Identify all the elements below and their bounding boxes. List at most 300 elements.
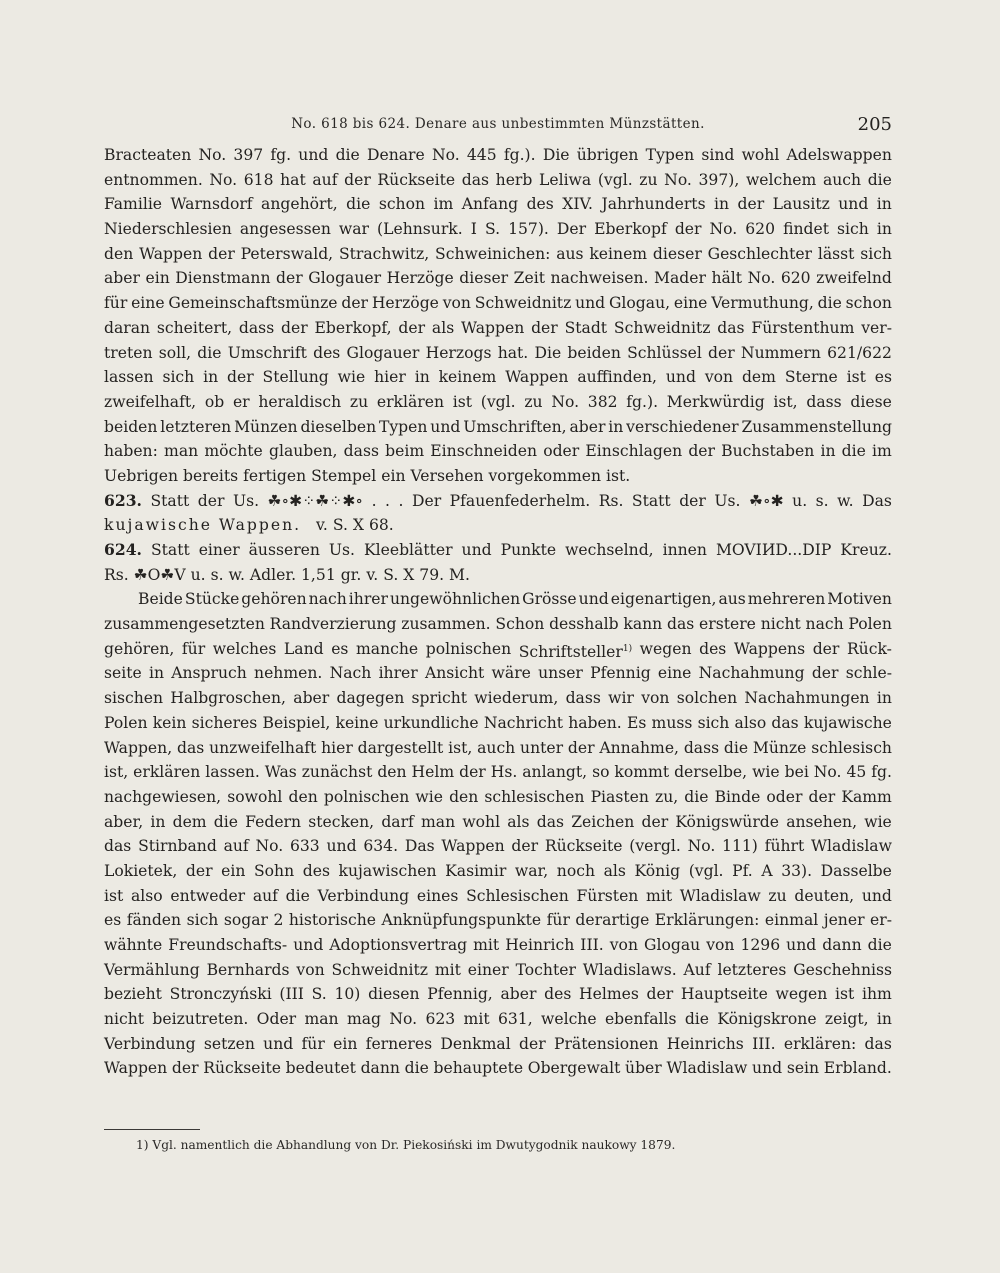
word: einer [198,541,240,559]
word: muss [651,713,693,732]
word: welchem [745,170,817,189]
word: No. [551,392,580,411]
word: der [567,738,595,757]
word: No. [255,837,284,856]
word: der [281,318,308,337]
word: S. [311,985,327,1004]
word: Verbindung [317,886,410,905]
word: Denare [366,146,425,164]
word: I [470,220,477,239]
word: (vgl. [597,170,633,189]
word: aber [569,417,606,436]
word: beizutreten. [152,1010,249,1029]
word: Halbgroschen, [170,689,287,708]
entry-text: v. S. X 68. [315,516,394,535]
word: fertigen [243,466,307,485]
word: MOVIИD...DIP [715,541,832,559]
word: Kleeblätter [363,541,453,559]
text-line [104,1056,892,1081]
word: Auf [683,960,711,979]
word: Erbland. [823,1059,892,1078]
word: Freundschafts- [168,936,288,954]
word: 445 [466,146,497,164]
word: Rück- [846,639,892,658]
word: das [104,837,132,856]
word: Erklärungen: [654,911,760,930]
word: man [304,1010,339,1029]
paragraph-1 [104,143,892,489]
word: König [634,861,681,880]
text-line [104,933,892,958]
word: die [346,195,371,214]
text-line [104,266,892,291]
word: Der [556,220,587,239]
word: Leliwa [539,170,592,189]
word: Schlüssel [627,343,702,362]
word: der [812,639,840,658]
word: und [786,936,817,954]
word: III. [580,936,604,954]
word: sich [162,368,195,387]
word: der [518,1034,546,1053]
word: Königskrone [717,1010,817,1029]
word: 621/622 [827,343,892,362]
word: wegen [639,639,692,658]
entry-text-spaced: kujawische Wappen. [104,516,302,535]
word: ein [221,861,246,880]
text-line [104,217,892,242]
word: sich [186,911,219,930]
word: Wappens [733,639,806,658]
text-line [104,958,892,983]
word: der [208,244,235,263]
word: nehmen. [254,664,323,683]
word: (vgl. [688,861,724,880]
word: No. [813,763,842,782]
word: urkundliche [383,713,479,732]
word: zu [524,392,543,411]
word: oder [543,442,580,461]
text-line [104,1007,892,1032]
word: man [164,442,199,461]
word: Kreuz. [840,541,892,559]
word: Ansicht [424,664,485,683]
word: von [641,689,670,708]
word: Typen [378,417,428,436]
word: ansehen, [786,812,858,831]
word: ist [846,368,866,387]
word: wohl [741,146,780,164]
word: No. [389,1010,418,1029]
entry-624-line [104,538,892,563]
word: eine [657,664,692,683]
word: No. [209,170,238,189]
word: unter [520,738,564,757]
word: Wappen [461,318,525,337]
word: . [385,491,390,510]
word: schlesischen [484,787,585,806]
word: als [431,318,455,337]
word: zu [349,392,369,411]
word: Piasten [590,787,649,806]
word: schlesisch [811,738,892,757]
word: derselbe, [674,763,748,782]
word: der [459,763,486,782]
word: zusammen. [401,615,491,634]
word: Dienstmann [175,269,271,288]
word: er- [870,911,892,930]
word: auch [477,738,516,757]
word: die [404,1059,429,1078]
word: 33). [781,861,813,880]
word: Punkte [500,541,557,559]
word: ihrer [378,664,418,683]
word: ist, [104,763,129,782]
text-line [104,736,892,761]
word: wegen [775,985,828,1004]
word: erklären: [783,1034,857,1053]
word: der [227,368,254,387]
word: dass [343,442,379,461]
footnote [136,1138,675,1152]
word: in [203,368,219,387]
word: Verbindung [104,1034,196,1053]
word: Strachwitz, [338,244,430,263]
word: Nummern [740,343,821,362]
word: die [213,812,238,831]
word: ☘∘✱ [748,491,784,510]
word: 633 [289,837,320,856]
text-line [104,1032,892,1057]
word: ist. [606,466,631,485]
word: beim [385,442,425,461]
word: Hs. [490,763,518,782]
word: in [876,195,892,214]
word: A [761,861,773,880]
word: wohl [462,812,501,831]
word: zeigt, [824,1010,869,1029]
word: Stronczyński [169,985,272,1004]
word: nicht [760,615,801,634]
word: ungewöhnlichen [389,590,521,609]
word: daran [104,318,151,337]
word: die [197,343,222,362]
word: Grösse [522,590,577,609]
word: fg.). [503,146,536,164]
text-line [104,908,892,933]
word: Fürstenthum [751,318,855,337]
word: ist [835,985,855,1004]
word: zu [768,886,787,905]
word: angesessen [239,220,331,239]
word: wie [415,787,443,806]
word: aus [556,244,584,263]
word: kujawische [803,713,892,732]
text-line [104,316,892,341]
word: aber, [104,812,144,831]
word: dass [565,689,601,708]
word: Annahme, [599,738,680,757]
word: Nach [329,664,372,683]
text-line [104,711,892,736]
word: seite [104,664,142,683]
word: 45 [846,763,867,782]
page-header [104,116,892,140]
word: also [130,886,163,905]
word: und [665,368,696,387]
word: Stirnband [138,837,217,856]
word: Heinrich [505,936,575,954]
word: diese [850,392,892,411]
text-line [104,982,892,1007]
word: auf [312,170,338,189]
word: Einschlagen [585,442,683,461]
word: Heinrichs [666,1034,744,1053]
word: Schweidnitz [474,294,572,313]
word: Prätensionen [553,1034,659,1053]
word: darf [381,812,414,831]
word: dieser [459,269,509,288]
word: beiden [567,343,621,362]
word: treten [104,343,153,362]
word: der [511,837,539,856]
word: Anknüpfungspunkte [381,911,542,930]
word: dieselben [300,417,377,436]
word: dem [172,812,207,831]
word: Wladislaw [666,1059,748,1078]
word: das [461,170,490,189]
word: als [603,861,626,880]
word: S. [484,220,501,239]
paragraph-2 [104,587,892,1081]
word: setzen [203,1034,255,1053]
word: es [104,911,122,930]
word: der [674,220,702,239]
word: Münzen [234,417,298,436]
word: 620 [745,220,776,239]
word: (vergl. [629,837,681,856]
word: kann [623,615,663,634]
word: scheitert, [156,318,233,337]
word: Wladislaws. [582,960,677,979]
word: ob [204,392,225,411]
word: die [723,738,749,757]
word: Pf. [732,861,753,880]
word: der [808,787,836,806]
page-number: 205 [857,114,892,135]
word: zweifelnd [816,269,892,288]
word: Versehen [410,466,484,485]
footnote-divider [104,1129,200,1130]
word: möchte [204,442,263,461]
word: für [181,639,206,658]
text-line [104,785,892,810]
word: das [536,812,565,831]
word: Es [626,713,647,732]
word: eine [673,294,708,313]
entry-624 [104,538,892,587]
word: kein [152,713,187,732]
word: eigenartigen, [610,590,717,609]
word: ein [333,1034,358,1053]
word: Mader [653,269,706,288]
word: haben. [568,713,622,732]
word: in [414,368,430,387]
word: von [609,936,638,954]
text-line [104,390,892,415]
word: wechselnd, [565,541,654,559]
word: Lausitz [772,195,830,214]
word: des [544,985,572,1004]
word: Pfauenfederhelm. [449,491,591,510]
word: den [449,787,479,806]
word: No. [687,837,716,856]
word: über [625,1059,662,1078]
word: Nachahmung [698,664,805,683]
word: solchen [676,689,738,708]
word: oder [766,787,803,806]
word: eines [416,886,459,905]
word: und [430,417,461,436]
word: mehreren [747,590,826,609]
word: Pfennig, [427,985,493,1004]
word: und [298,146,329,164]
word: Zeichen [571,812,635,831]
word: Wladislaw [811,837,892,856]
word: 111) [722,837,758,856]
word: Schlesischen [466,886,569,905]
word: der [737,195,765,214]
word: lassen [104,368,154,387]
word: 157). [508,220,549,239]
word: gehören, [104,639,175,658]
word: in [608,417,624,436]
word: zunächst [301,763,373,782]
word: letzteres [717,960,787,979]
word: ihm [861,985,892,1004]
word: von [442,294,471,313]
word: und [575,294,606,313]
word: Glogauer [308,269,382,288]
word: ver- [861,318,892,337]
word: Die [534,343,562,362]
word: Fürsten [576,886,639,905]
word: Schweidnitz [331,960,429,979]
word: Beispiel, [262,713,331,732]
word: keinem [438,368,497,387]
word: die [817,294,842,313]
word: das [771,713,799,732]
text-line [104,760,892,785]
word: keine [335,713,379,732]
word: nachgewiesen, [104,787,222,806]
entry-number: 623. [104,490,142,510]
word: nach [308,590,347,609]
word: der [531,318,558,337]
word: war [338,220,370,239]
word: fg.). [626,392,659,411]
word: kujawischen [338,861,437,880]
word: Schon [495,615,545,634]
word: und [326,837,357,856]
word: Zeit [513,269,545,288]
text-line [104,834,892,859]
word: Geschehniss [793,960,892,979]
word: ein [381,466,406,485]
word: 382 [587,392,618,411]
word: Obergewalt [527,1059,621,1078]
word: Motiven [827,590,892,609]
text-line [104,810,892,835]
word: Stücke [184,590,240,609]
word: Sohn [253,861,295,880]
word: dargestellt [357,738,444,757]
word: Glogau, [608,294,671,313]
word: noch [556,861,596,880]
word: Rs. [598,491,624,510]
word: schle- [845,664,892,683]
body-text [104,143,892,1081]
word: s. [815,491,829,510]
text-line [104,291,892,316]
word: und [752,1059,783,1078]
word: gehören [241,590,307,609]
word: Lokietek, [104,861,178,880]
word: Us. [328,541,356,559]
word: Vermuthung, [711,294,814,313]
word: der [171,1059,199,1078]
word: Merkwürdig [666,392,765,411]
word: des [526,195,554,214]
word: Herzogs [425,343,492,362]
word: Wladislaw [679,886,761,905]
word: deuten, [794,886,855,905]
entry-623-line [104,489,892,514]
word: bedeutet [285,1059,356,1078]
word: Königswürde [675,812,780,831]
word: (III [279,985,304,1004]
word: dagegen [336,689,405,708]
word: sich [697,713,730,732]
word: Wappen [505,368,569,387]
word: der [185,861,213,880]
text-line [104,168,892,193]
word: Statt [150,491,190,510]
word: in [150,812,166,831]
word: für [104,294,128,313]
word: schon [845,294,892,313]
word: herb [495,170,533,189]
word: sogar [223,911,268,930]
word: Statt [150,541,190,559]
word: ebenfalls [604,1010,677,1029]
word: Beide [138,590,183,609]
word: einmal [764,911,819,930]
text-line [104,661,892,686]
word: Schriftsteller$^{1)}$ [518,642,633,661]
word: bereits [183,466,239,485]
word: glauben, [268,442,338,461]
word: jener [823,911,865,930]
word: nach [805,615,844,634]
word: Wappen, [104,738,173,757]
word: ist, [773,392,798,411]
word: auf [252,886,278,905]
word: äusseren [248,541,320,559]
word: derartige [575,911,650,930]
word: No. [198,146,227,164]
word: historische [288,911,376,930]
